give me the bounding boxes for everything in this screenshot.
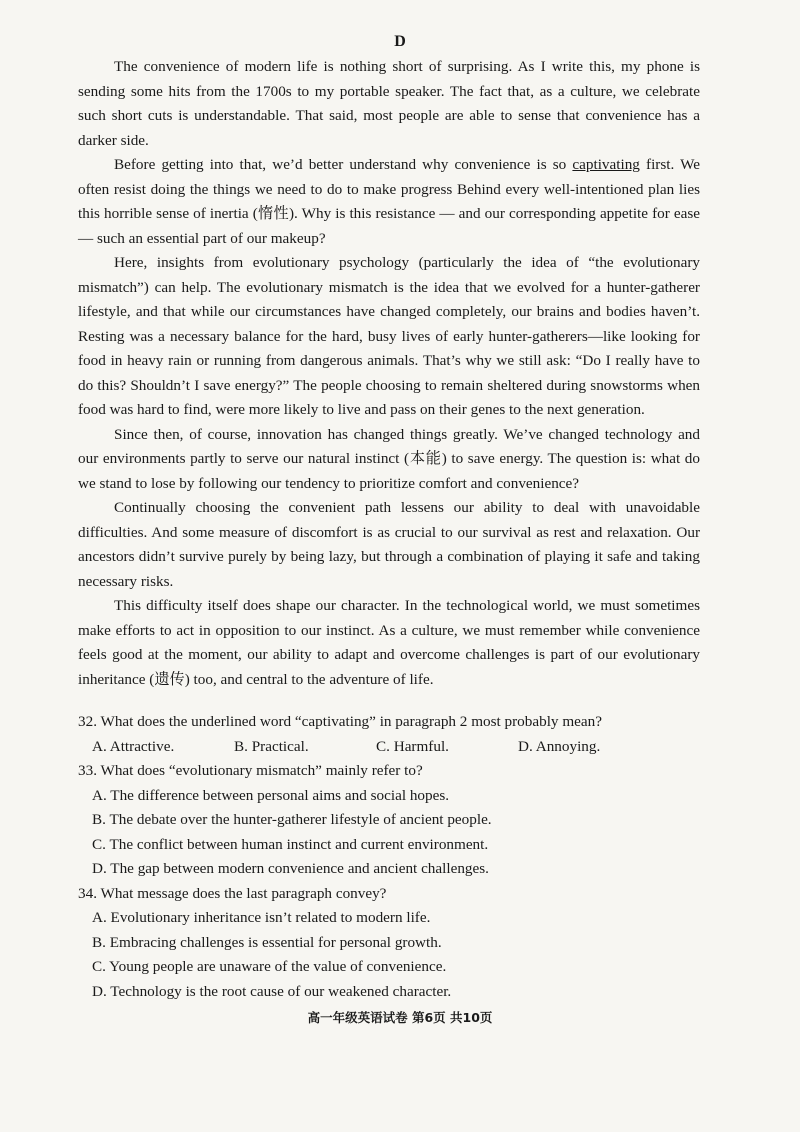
question-list bbox=[78, 710, 718, 1004]
paragraph-5: Continually choosing the convenient path lessens our ability to deal with unavoidable difficulties. And some measure of discomfort is as crucial to our survival as rest and relaxation. Our ancestors didn’t survive purely by being lazy, but through a combination of playing it safe and taking necessary risks. bbox=[78, 499, 700, 590]
paragraph-1: The convenience of modern life is nothing short of surprising. As I write this, my phone is sending some hits from the 1700s to my portable speaker. The fact that, as a culture, we celebrate such short cuts is understandable. That said, most people are able to sense that convenience has a darker side. bbox=[78, 58, 700, 149]
option-b: B. Embracing challenges is essential for personal growth. bbox=[92, 933, 442, 951]
option-d: D. Annoying. bbox=[518, 737, 601, 755]
option-a: A. Evolutionary inheritance isn’t related to modern life. bbox=[92, 909, 431, 926]
paragraph-2-rest: first. We often resist doing the things we need to do to make progress Behind every well-intentioned plan lies this horrible sense of inertia (惰性). Why is this resistance — and our corresponding appetite for ease — such an essential part of our makeup? bbox=[78, 156, 700, 247]
underlined-word: captivating bbox=[572, 156, 640, 173]
reading-passage bbox=[78, 55, 700, 692]
paragraph-2 bbox=[78, 153, 700, 251]
paragraph-2-lead: Before getting into that, we’d better understand why convenience is so bbox=[114, 156, 573, 173]
option-c: C. Young people are unaware of the value of convenience. bbox=[92, 958, 447, 975]
question-32-stem: 32. What does the underlined word “captivating” in paragraph 2 most probably mean? bbox=[78, 713, 602, 730]
paragraph-6: This difficulty itself does shape our character. In the technological world, we must sometimes make efforts to act in opposition to our instinct. As a culture, we must remember while convenience feels good at the moment, our ability to adapt and overcome challenges is part of our evolutionary inheritance (遗传) too, and central to the adventure of life. bbox=[78, 597, 700, 688]
option-c: C. Harmful. bbox=[376, 737, 449, 755]
option-d: D. Technology is the root cause of our weakened character. bbox=[92, 982, 452, 1000]
section-heading: D bbox=[394, 33, 406, 50]
option-d: D. The gap between modern convenience and ancient challenges. bbox=[92, 860, 489, 877]
option-a: A. The difference between personal aims and social hopes. bbox=[92, 786, 450, 804]
paragraph-3: Here, insights from evolutionary psychology (particularly the idea of “the evolutionary mismatch”) can help. The evolutionary mismatch is the idea that we evolved for a hunter-gatherer lifestyle, and that while our circumstances have changed completely, our brains and bodies haven’t. Resting was a necessary balance for the hard, busy lives of early hunter-gatherers—like looking for food in heavy rain or running from dangerous animals. That’s why we still ask: “Do I really have to do this? Shouldn’t I save energy?” The people choosing to remain sheltered during snowstorms when food was hard to find, were more likely to live and pass on their genes to the next generation. bbox=[78, 254, 700, 418]
question-34-stem: 34. What message does the last paragraph convey? bbox=[78, 884, 387, 902]
question-32-options bbox=[78, 735, 718, 760]
option-a: A. Attractive. bbox=[92, 737, 175, 755]
option-b: B. Practical. bbox=[234, 737, 309, 755]
paragraph-4: Since then, of course, innovation has changed things greatly. We’ve changed technology and our environments partly to serve our natural instinct (本能) to save energy. The question is: what do we stand to lose by following our tendency to prioritize comfort and convenience? bbox=[78, 425, 700, 492]
option-b: B. The debate over the hunter-gatherer lifestyle of ancient people. bbox=[92, 811, 492, 828]
page-footer: 高一年级英语试卷 第6页 共10页 bbox=[307, 1010, 493, 1025]
question-33-stem: 33. What does “evolutionary mismatch” mainly refer to? bbox=[78, 762, 423, 779]
option-c: C. The conflict between human instinct and current environment. bbox=[92, 835, 489, 853]
